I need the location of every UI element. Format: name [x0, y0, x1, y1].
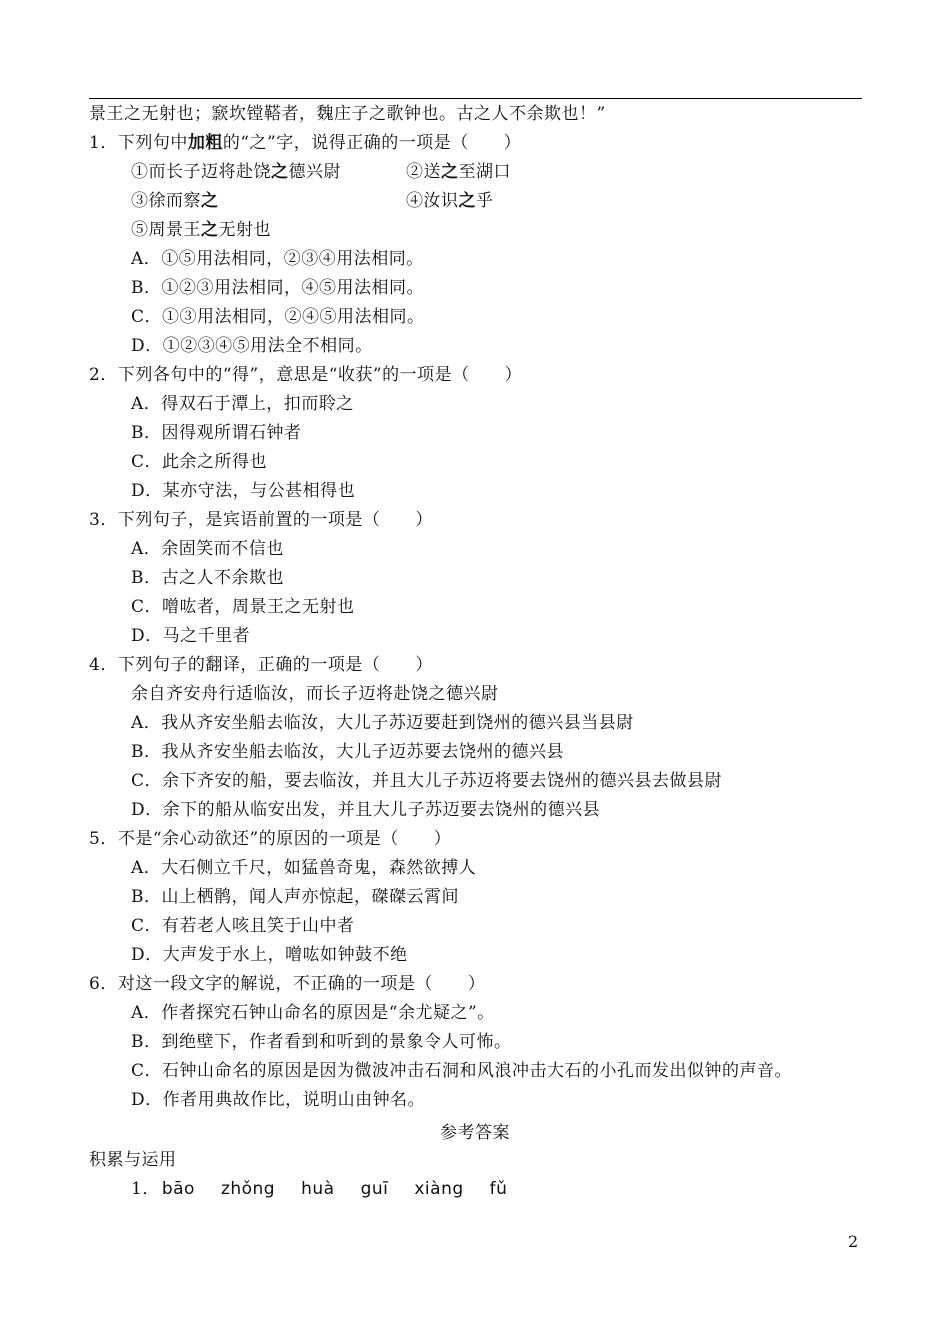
- question-3-option-b: B．古之人不余欺也: [131, 568, 284, 588]
- question-1-item-5: ⑤周景王之无射也: [131, 220, 271, 240]
- question-1-stem: 1．下列句中加粗的“之”字，说得正确的一项是（ ）: [89, 133, 522, 153]
- question-2-option-a: A．得双石于潭上，扣而聆之: [131, 394, 354, 414]
- question-2-option-b: B．因得观所谓石钟者: [131, 423, 302, 443]
- question-5-option-a: A．大石侧立千尺，如猛兽奇鬼，森然欲搏人: [131, 858, 477, 878]
- question-2-option-c: C．此余之所得也: [131, 452, 268, 472]
- header-rule: [89, 98, 862, 99]
- question-5-stem: 5．不是“余心动欲还”的原因的一项是（ ）: [89, 829, 452, 849]
- answer-1-number: 1．: [131, 1179, 160, 1199]
- question-4-option-d: D．余下的船从临安出发，并且大儿子苏迈要去饶州的德兴县: [131, 800, 601, 820]
- question-5-option-d: D．大声发于水上，噌吰如钟鼓不绝: [131, 945, 408, 965]
- question-4-quote: 余自齐安舟行适临汝，而长子迈将赴饶之德兴尉: [131, 684, 499, 704]
- page-number: 2: [848, 1232, 859, 1251]
- question-1-item-2: ②送之至湖口: [406, 162, 511, 182]
- question-4-option-b: B．我从齐安坐船去临汝，大儿子迈苏要去饶州的德兴县: [131, 742, 564, 762]
- question-1-option-a: A．①⑤用法相同，②③④用法相同。: [131, 249, 424, 269]
- pinyin-item: xiàng: [414, 1179, 464, 1199]
- answers-section-title: 积累与运用: [89, 1150, 177, 1170]
- question-6-option-d: D．作者用典故作比，说明山由钟名。: [131, 1090, 426, 1110]
- question-4-option-c: C．余下齐安的船，要去临汝，并且大儿子苏迈将要去饶州的德兴县去做县尉: [131, 771, 723, 791]
- question-3-option-c: C．噌吰者，周景王之无射也: [131, 597, 355, 617]
- pinyin-item: zhǒng: [220, 1179, 276, 1199]
- question-1-option-c: C．①③用法相同，②④⑤用法相同。: [131, 307, 425, 327]
- question-3-option-d: D．马之千里者: [131, 626, 251, 646]
- question-5-option-c: C．有若老人咳且笑于山中者: [131, 916, 355, 936]
- question-2-stem: 2．下列各句中的“得”，意思是“收获”的一项是（ ）: [89, 365, 523, 385]
- question-1-option-d: D．①②③④⑤用法全不相同。: [131, 336, 373, 356]
- answer-1-pinyin: [131, 1177, 533, 1201]
- pinyin-item: fǔ: [489, 1179, 508, 1199]
- question-6-option-b: B．到绝壁下，作者看到和听到的景象令人可怖。: [131, 1032, 512, 1052]
- pinyin-item: guī: [360, 1179, 389, 1199]
- answers-title: 参考答案: [440, 1123, 510, 1143]
- pinyin-item: huà: [301, 1179, 335, 1199]
- question-3-stem: 3．下列句子，是宾语前置的一项是（ ）: [89, 510, 433, 530]
- question-6-option-c: C．石钟山命名的原因是因为微波冲击石洞和风浪冲击大石的小孔而发出似钟的声音。: [131, 1061, 793, 1081]
- question-1-item-4: ④汝识之乎: [406, 191, 494, 211]
- question-1-item-3: ③徐而察之: [131, 191, 219, 211]
- question-4-option-a: A．我从齐安坐船去临汝，大儿子苏迈要赶到饶州的德兴县当县尉: [131, 713, 634, 733]
- pinyin-item: bāo: [161, 1179, 195, 1199]
- question-3-option-a: A．余固笑而不信也: [131, 539, 284, 559]
- top-line: 景王之无射也；窾坎镗鞳者，魏庄子之歌钟也。古之人不余欺也！”: [89, 104, 606, 124]
- question-6-option-a: A．作者探究石钟山命名的原因是“余尤疑之”。: [131, 1003, 495, 1023]
- question-2-option-d: D．某亦守法，与公甚相得也: [131, 481, 356, 501]
- question-5-option-b: B．山上栖鹘，闻人声亦惊起，磔磔云霄间: [131, 887, 459, 907]
- question-4-stem: 4．下列句子的翻译，正确的一项是（ ）: [89, 655, 433, 675]
- question-1-item-1: ①而长子迈将赴饶之德兴尉: [131, 162, 341, 182]
- question-1-option-b: B．①②③用法相同，④⑤用法相同。: [131, 278, 424, 298]
- question-6-stem: 6．对这一段文字的解说，不正确的一项是（ ）: [89, 974, 486, 994]
